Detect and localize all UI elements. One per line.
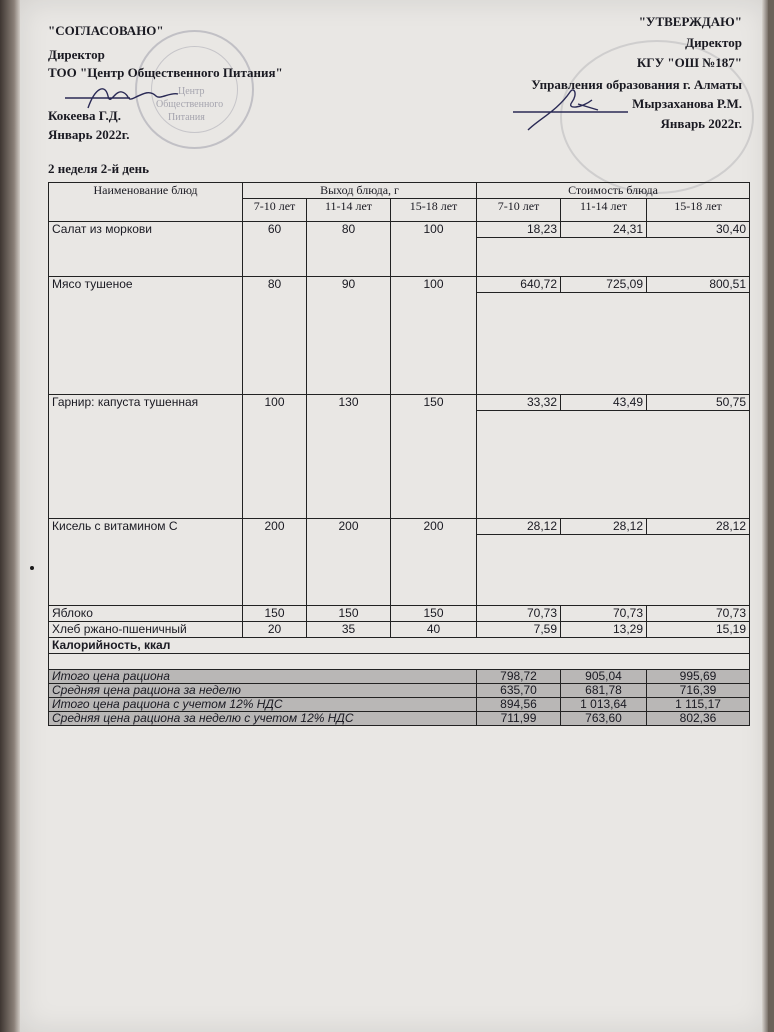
table-row	[49, 519, 750, 535]
yield-7-10: 80	[243, 277, 307, 395]
cost-7-10: 33,32	[477, 395, 561, 411]
total-11-14: 1 013,64	[561, 698, 647, 712]
table-row	[49, 222, 750, 238]
table-row	[49, 622, 750, 638]
approved-title: "УТВЕРЖДАЮ"	[638, 14, 742, 29]
yield-11-14: 200	[307, 519, 391, 606]
yield-15-18: 150	[391, 606, 477, 622]
yield-15-18: 40	[391, 622, 477, 638]
left-stamp-text-3: Питания	[168, 112, 205, 123]
cost-15-18: 28,12	[647, 519, 750, 535]
total-label: Средняя цена рациона за неделю	[49, 684, 477, 698]
cost-7-10: 18,23	[477, 222, 561, 238]
yield-7-10: 100	[243, 395, 307, 519]
yield-group-header: Выход блюда, г	[243, 183, 477, 199]
age-header: 11-14 лет	[561, 199, 647, 222]
cost-7-10: 7,59	[477, 622, 561, 638]
left-org: ТОО "Центр Общественного Питания"	[48, 65, 283, 80]
cost-group-header: Стоимость блюда	[477, 183, 750, 199]
empty-row	[49, 654, 750, 670]
right-signer-name: Мырзаханова Р.М.	[632, 96, 742, 111]
dish-name: Кисель с витамином С	[49, 519, 243, 606]
total-row	[49, 684, 750, 698]
cost-15-18: 30,40	[647, 222, 750, 238]
total-label: Итого цена рациона	[49, 670, 477, 684]
total-15-18: 716,39	[647, 684, 750, 698]
dish-name: Мясо тушеное	[49, 277, 243, 395]
desk-edge-right	[762, 0, 768, 1032]
yield-11-14: 150	[307, 606, 391, 622]
cost-15-18: 15,19	[647, 622, 750, 638]
total-7-10: 798,72	[477, 670, 561, 684]
age-header: 15-18 лет	[647, 199, 750, 222]
total-11-14: 905,04	[561, 670, 647, 684]
cost-11-14: 725,09	[561, 277, 647, 293]
total-15-18: 1 115,17	[647, 698, 750, 712]
left-stamp-text-2: Общественного	[156, 99, 224, 110]
cost-11-14: 70,73	[561, 606, 647, 622]
right-org: КГУ "ОШ №187"	[636, 55, 742, 70]
total-7-10: 711,99	[477, 712, 561, 726]
yield-15-18: 100	[391, 277, 477, 395]
right-date: Январь 2022г.	[660, 116, 742, 131]
left-position: Директор	[48, 47, 105, 62]
yield-7-10: 60	[243, 222, 307, 277]
ink-dot	[30, 566, 34, 570]
left-stamp-text-1: Центр	[178, 86, 205, 97]
yield-7-10: 150	[243, 606, 307, 622]
table-row	[49, 395, 750, 411]
cost-15-18: 50,75	[647, 395, 750, 411]
total-label: Итого цена рациона с учетом 12% НДС	[49, 698, 477, 712]
total-row	[49, 698, 750, 712]
table-row	[49, 277, 750, 293]
yield-15-18: 200	[391, 519, 477, 606]
yield-7-10: 200	[243, 519, 307, 606]
total-row	[49, 712, 750, 726]
total-11-14: 681,78	[561, 684, 647, 698]
cost-7-10: 28,12	[477, 519, 561, 535]
col-name-header: Наименование блюд	[49, 183, 243, 222]
kcal-label: Калорийность, ккал	[49, 638, 750, 654]
age-header: 7-10 лет	[243, 199, 307, 222]
kcal-row	[49, 638, 750, 654]
age-header: 15-18 лет	[391, 199, 477, 222]
left-signer-name: Кокеева Г.Д.	[48, 108, 122, 123]
yield-11-14: 35	[307, 622, 391, 638]
cost-11-14: 24,31	[561, 222, 647, 238]
yield-11-14: 130	[307, 395, 391, 519]
total-11-14: 763,60	[561, 712, 647, 726]
table-row	[49, 606, 750, 622]
total-15-18: 802,36	[647, 712, 750, 726]
total-row	[49, 670, 750, 684]
day-label: 2 неделя 2-й день	[48, 161, 150, 176]
dish-name: Гарнир: капуста тушенная	[49, 395, 243, 519]
cost-15-18: 800,51	[647, 277, 750, 293]
yield-11-14: 80	[307, 222, 391, 277]
dish-name: Салат из моркови	[49, 222, 243, 277]
cost-11-14: 13,29	[561, 622, 647, 638]
age-header: 11-14 лет	[307, 199, 391, 222]
cost-11-14: 43,49	[561, 395, 647, 411]
left-date: Январь 2022г.	[48, 127, 130, 142]
right-position: Директор	[685, 35, 742, 50]
agreed-title: "СОГЛАСОВАНО"	[48, 23, 164, 38]
menu-table	[48, 182, 750, 726]
dish-name: Хлеб ржано-пшеничный	[49, 622, 243, 638]
yield-11-14: 90	[307, 277, 391, 395]
total-7-10: 635,70	[477, 684, 561, 698]
cost-15-18: 70,73	[647, 606, 750, 622]
cost-7-10: 640,72	[477, 277, 561, 293]
age-header: 7-10 лет	[477, 199, 561, 222]
right-dept: Управления образования г. Алматы	[531, 77, 742, 92]
total-15-18: 995,69	[647, 670, 750, 684]
total-7-10: 894,56	[477, 698, 561, 712]
yield-15-18: 100	[391, 222, 477, 277]
cost-11-14: 28,12	[561, 519, 647, 535]
desk-edge-left	[0, 0, 20, 1032]
cost-7-10: 70,73	[477, 606, 561, 622]
dish-name: Яблоко	[49, 606, 243, 622]
total-label: Средняя цена рациона за неделю с учетом 12% НДС	[49, 712, 477, 726]
yield-15-18: 150	[391, 395, 477, 519]
yield-7-10: 20	[243, 622, 307, 638]
